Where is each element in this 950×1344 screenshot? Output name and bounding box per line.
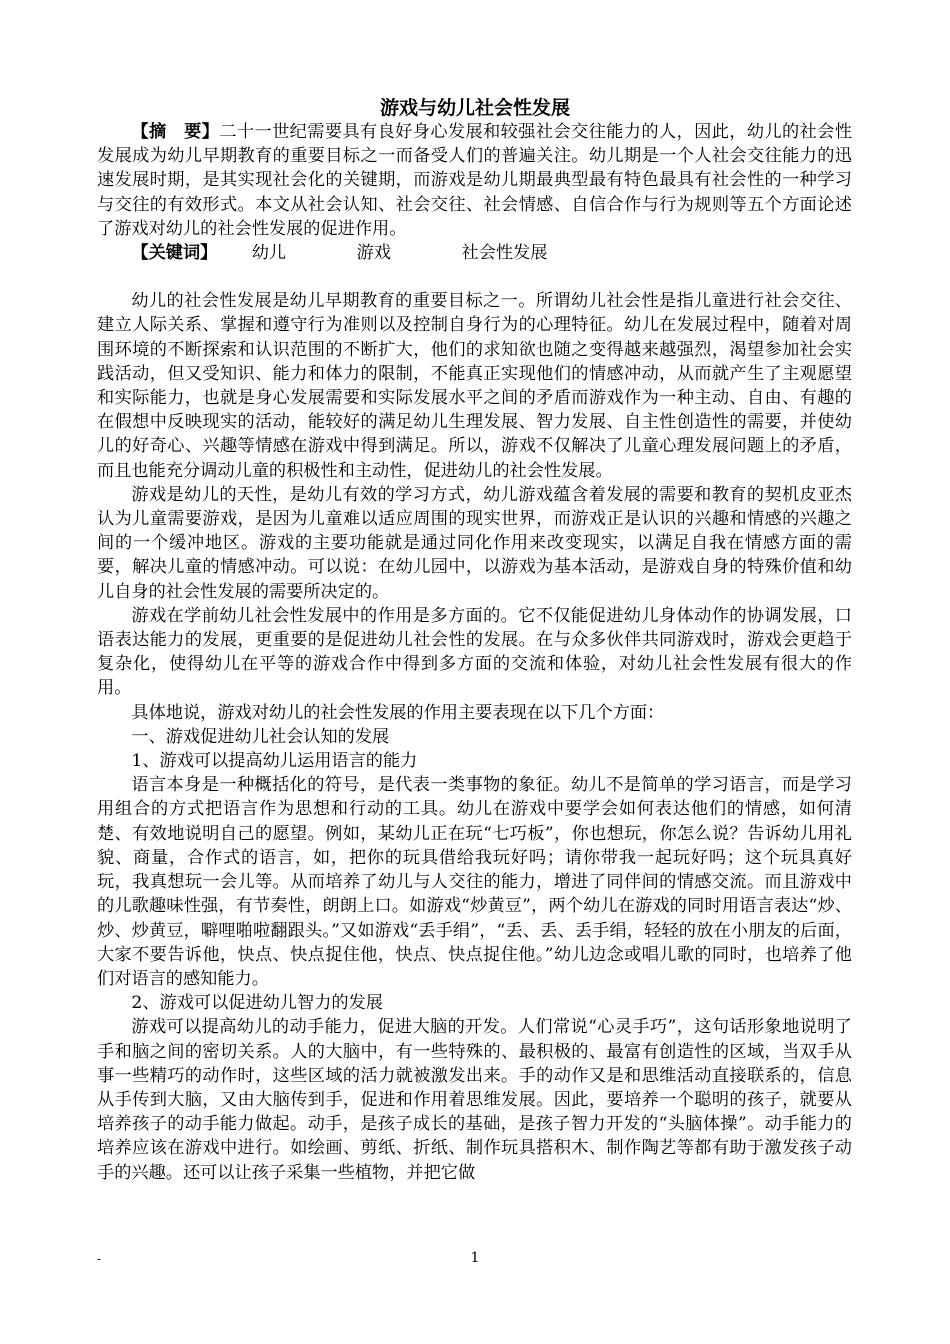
page-number: 1 xyxy=(470,1250,480,1266)
keyword: 幼儿 xyxy=(251,243,287,264)
footer-mark: - xyxy=(97,1252,102,1266)
paragraph: 游戏在学前幼儿社会性发展中的作用是多方面的。它不仅能促进幼儿身体动作的协调发展，口语表达能力的发展，更重要的是促进幼儿社会性的发展。在与众多伙伴共同游戏时，游戏会更趋于复杂化，使得幼儿在平等的游戏合作中得到多方面的交流和体验，对幼儿社会性发展有很大的作用。 xyxy=(97,605,852,699)
subsection-heading: 1、游戏可以提高幼儿运用语言的能力 xyxy=(131,751,418,772)
keywords xyxy=(97,241,852,265)
document-body xyxy=(97,120,852,1185)
paragraph: 幼儿的社会性发展是幼儿早期教育的重要目标之一。所谓幼儿社会性是指儿童进行社会交往、建立人际关系、掌握和遵守行为准则以及控制自身行为的心理特征。幼儿在发展过程中，随着对周围环境的不断探索和认识范围的不断扩大，他们的求知欲也随之变得越来越强烈，渴望参加社会实践活动，但又受知识、能力和体力的限制，不能真正实现他们的情感冲动，从而就产生了主观愿望和实际能力，也就是身心发展需要和实际发展水平之间的矛盾而游戏作为一种主动、自由、有趣的在假想中反映现实的活动，能较好的满足幼儿生理发展、智力发展、自主性创造性的需要，并使幼儿的好奇心、兴趣等情感在游戏中得到满足。所以，游戏不仅解决了儿童心理发展问题上的矛盾，而且也能充分调动儿童的积极性和主动性，促进幼儿的社会性发展。 xyxy=(97,291,852,481)
paragraph: 具体地说，游戏对幼儿的社会性发展的作用主要表现在以下几个方面： xyxy=(131,702,665,723)
keywords-label: 【关键词】 xyxy=(131,243,218,264)
spacer xyxy=(97,265,852,289)
keyword: 社会性发展 xyxy=(461,243,548,264)
keyword: 游戏 xyxy=(356,243,392,264)
paragraph: 语言本身是一种概括化的符号，是代表一类事物的象征。幼儿不是简单的学习语言，而是学习用组合的方式把语言作为思想和行动的工具。幼儿在游戏中要学会如何表达他们的情感，如何清楚、有效地说明自己的愿望。例如，某幼儿正在玩“七巧板”，你也想玩，你怎么说？告诉幼儿用礼貌、商量，合作式的语言，如，把你的玩具借给我玩好吗；请你带我一起玩好吗；这个玩具真好玩，我真想玩一会儿等。从而培养了幼儿与人交往的能力，增进了同伴间的情感交流。而且游戏中的儿歌趣味性强，有节奏性，朗朗上口。如游戏“炒黄豆”，两个幼儿在游戏的同时用语言表达“炒、炒、炒黄豆，噼哩啪啦翻跟头。”又如游戏“丢手绢”，“丢、丢、丢手绢，轻轻的放在小朋友的后面，大家不要告诉他，快点、快点捉住他，快点、快点捉住他。”幼儿边念或唱儿歌的同时，也培养了他们对语言的感知能力。 xyxy=(97,775,852,989)
subsection-heading: 2、游戏可以促进幼儿智力的发展 xyxy=(131,993,383,1014)
document-title: 游戏与幼儿社会性发展 xyxy=(379,97,570,119)
abstract xyxy=(97,120,852,241)
paragraph: 游戏可以提高幼儿的动手能力，促进大脑的开发。人们常说“心灵手巧”，这句话形象地说明了手和脑之间的密切关系。人的大脑中，有一些特殊的、最积极的、最富有创造性的区域，当双手从事一些精巧的动作时，这些区域的活力就被激发出来。手的动作又是和思维活动直接联系的，信息从手传到大脑，又由大脑传到手，促进和作用着思维发展。因此，要培养一个聪明的孩子，就要从培养孩子的动手能力做起。动手，是孩子成长的基础，是孩子智力开发的“头脑体操”。动手能力的培养应该在游戏中进行。如绘画、剪纸、折纸、制作玩具搭积木、制作陶艺等都有助于激发孩子动手的兴趣。还可以让孩子采集一些植物，并把它做 xyxy=(97,1017,852,1183)
abstract-text: 二十一世纪需要具有良好身心发展和较强社会交往能力的人，因此，幼儿的社会性发展成为幼儿早期教育的重要目标之一而备受人们的普遍关注。幼儿期是一个人社会交往能力的迅速发展时期，是其实现社会化的关键期，而游戏是幼儿期最典型最有特色最具有社会性的一种学习与交往的有效形式。本文从社会认知、社会交往、社会情感、自信合作与行为规则等五个方面论述了游戏对幼儿的社会性发展的促进作用。 xyxy=(97,122,852,239)
paragraph: 游戏是幼儿的天性，是幼儿有效的学习方式，幼儿游戏蕴含着发展的需要和教育的契机皮亚杰认为儿童需要游戏，是因为儿童难以适应周围的现实世界，而游戏正是认识的兴趣和情感的兴趣之间的一个缓冲地区。游戏的主要功能就是通过同化作用来改变现实，以满足自我在情感方面的需要，解决儿童的情感冲动。可以说：在幼儿园中，以游戏为基本活动，是游戏自身的特殊价值和幼儿自身的社会性发展的需要所决定的。 xyxy=(97,484,852,602)
section-heading: 一、游戏促进幼儿社会认知的发展 xyxy=(131,726,390,747)
abstract-label: 【摘 要】 xyxy=(131,122,220,142)
